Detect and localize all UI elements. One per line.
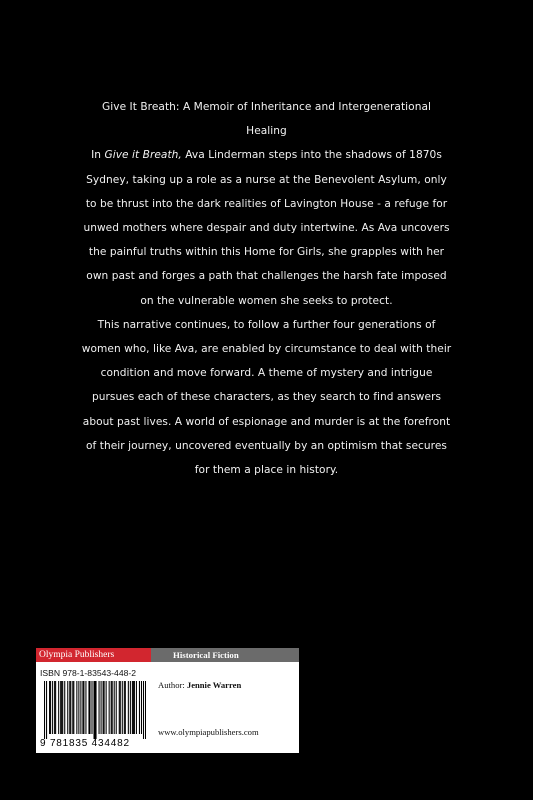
barcode-digits: 9 781835 434482 bbox=[40, 738, 130, 749]
barcode-bar bbox=[95, 681, 96, 739]
barcode-bar bbox=[80, 681, 81, 734]
barcode-bar bbox=[143, 681, 144, 739]
barcode-bar bbox=[62, 681, 63, 734]
barcode-bar bbox=[61, 681, 62, 734]
barcode-bar bbox=[106, 681, 107, 734]
barcode-bar bbox=[96, 681, 97, 739]
author-name: Jennie Warren bbox=[186, 680, 242, 690]
barcode-bar bbox=[60, 681, 61, 734]
barcode-bar bbox=[124, 681, 125, 734]
barcode-bar bbox=[130, 681, 131, 734]
barcode-bar bbox=[67, 681, 68, 734]
barcode-panel bbox=[36, 648, 299, 753]
barcode-bar bbox=[76, 681, 77, 734]
blurb-book-title: Give it Breath, bbox=[104, 149, 182, 162]
blurb-p1-text: Ava Linderman steps into the shadows of 1870s Sydney, taking up a role as a nurse at the Benevolent Asylum, only to be thrust into the dark realities of Lavington House - a refuge for unwed mothers where despair and duty intertwine. As Ava uncovers the painful truths within this Home for Girls, she grapples with her own past and forges a path that challenges the harsh fate imposed on the vulnerable women she seeks to protect. bbox=[83, 149, 450, 307]
barcode-bar bbox=[50, 681, 51, 734]
barcode-bar bbox=[103, 681, 104, 734]
barcode-bar bbox=[44, 681, 45, 739]
publisher-label: Olympia Publishers bbox=[36, 648, 151, 662]
barcode-bar bbox=[145, 681, 146, 739]
author-label: Author: bbox=[158, 680, 187, 690]
barcode-bar bbox=[125, 681, 126, 734]
barcode-bar bbox=[99, 681, 100, 734]
barcode-bar bbox=[133, 681, 134, 734]
barcode-bar bbox=[49, 681, 50, 734]
barcode-bar bbox=[83, 681, 84, 734]
barcode-bar bbox=[128, 681, 129, 734]
barcode-bar bbox=[55, 681, 56, 734]
barcode-bar bbox=[104, 681, 105, 734]
barcode-panel-header bbox=[36, 648, 299, 662]
publisher-website: www.olympiapublishers.com bbox=[158, 727, 259, 737]
barcode-bar bbox=[85, 681, 86, 734]
blurb-paragraph-2: This narrative continues, to follow a further four generations of women who, like Ava, are enabled by circumstance to deal with their condition and move forward. A theme of mystery and intrigue pursues each of these characters, as they search to find answers about past lives. A world of espionage and murder is at the forefront of their journey, uncovered eventually by an optimism that secures for them a place in history. bbox=[81, 318, 452, 477]
barcode-bar bbox=[132, 681, 133, 734]
barcode-bar bbox=[69, 681, 70, 734]
blurb-p1-prefix: In bbox=[91, 149, 105, 162]
barcode-bar bbox=[141, 681, 142, 734]
back-cover-blurb bbox=[80, 95, 453, 482]
barcode-bar bbox=[78, 681, 79, 734]
barcode-bar bbox=[46, 681, 47, 739]
barcode-bar bbox=[93, 681, 94, 739]
barcode-bar bbox=[52, 681, 53, 734]
barcode-bar bbox=[114, 681, 115, 734]
barcode-bar bbox=[82, 681, 83, 734]
barcode-bar bbox=[91, 681, 92, 734]
barcode-image bbox=[44, 681, 146, 739]
barcode-bar bbox=[116, 681, 117, 734]
barcode-bar bbox=[119, 681, 120, 734]
author-line bbox=[158, 680, 241, 690]
barcode-bar bbox=[139, 681, 140, 734]
barcode-bar bbox=[54, 681, 55, 734]
barcode-bar bbox=[72, 681, 73, 734]
barcode-bar bbox=[70, 681, 71, 734]
barcode-bar bbox=[120, 681, 121, 734]
barcode-bar bbox=[88, 681, 89, 734]
barcode-bar bbox=[136, 681, 137, 734]
barcode-bar bbox=[134, 681, 135, 734]
barcode-bar bbox=[73, 681, 74, 734]
blurb-title-line: Give It Breath: A Memoir of Inheritance and Intergenerational Healing bbox=[102, 101, 431, 138]
blurb-paragraph-1 bbox=[80, 143, 453, 312]
barcode-bar bbox=[122, 681, 123, 734]
barcode-bar bbox=[101, 681, 102, 734]
genre-label: Historical Fiction bbox=[151, 648, 299, 662]
barcode-bar bbox=[112, 681, 113, 734]
barcode-bar bbox=[111, 681, 112, 734]
barcode-bar bbox=[64, 681, 65, 734]
isbn-text: ISBN 978-1-83543-448-2 bbox=[40, 668, 137, 678]
barcode-bar bbox=[109, 681, 110, 734]
barcode-bar bbox=[58, 681, 59, 734]
barcode-bar bbox=[89, 681, 90, 734]
